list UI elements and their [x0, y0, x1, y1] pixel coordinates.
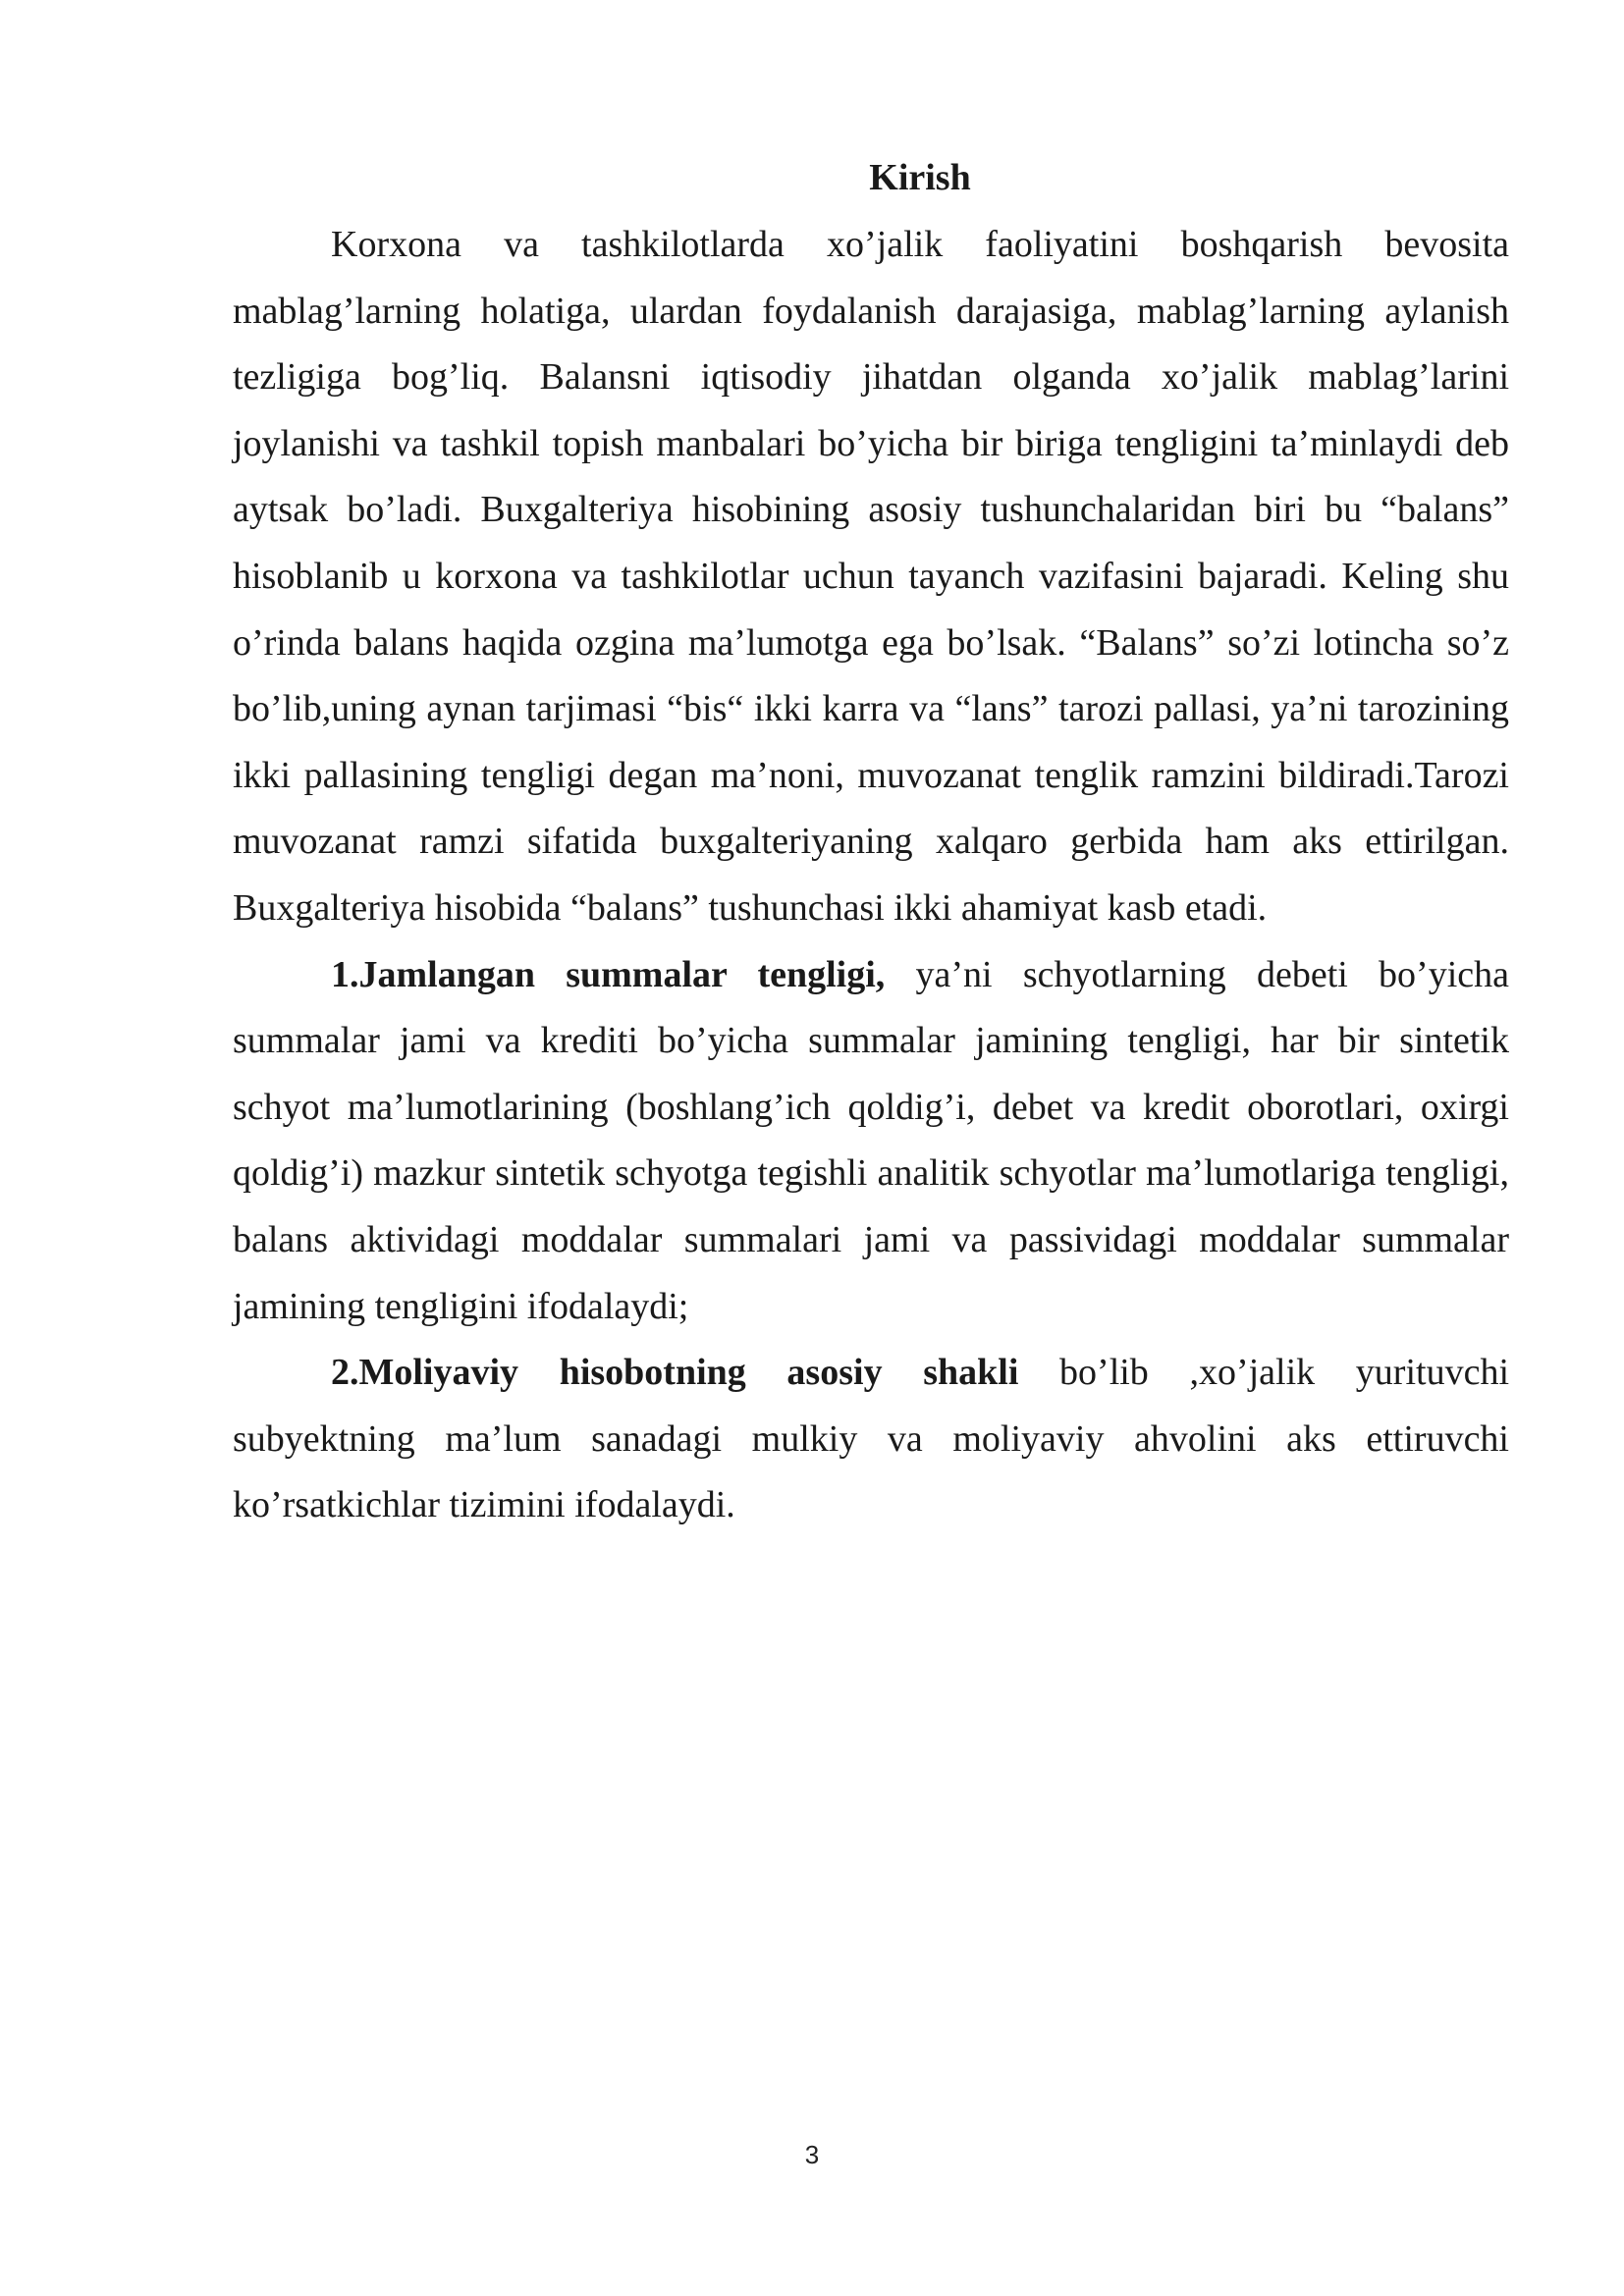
paragraph-intro-text: Korxona va tashkilotlarda xo’jalik faoliyatini boshqarish bevosita mablag’larning holatiga, ulardan foydalanish darajasiga, mablag’larning aylanish tezligiga bog’liq. Balansni iqtisodiy jihatdan olganda xo’jalik mablag’larini joylanishi va tashkil topish manbalari bo’yicha bir biriga tengligini ta’minlaydi deb aytsak bo’ladi. Buxgalteriya hisobining asosiy tushunchalaridan biri bu “balans” hisoblanib u korxona va tashkilotlar uchun tayanch vazifasini bajaradi. Keling shu o’rinda balans haqida ozgina ma’lumotga ega bo’lsak. “Balans” so’zi lotincha so’z bo’lib,uning aynan tarjimasi “bis“ ikki karra va “lans” tarozi pallasi, ya’ni tarozining ikki pallasining tengligi degan ma’noni, muvozanat tenglik ramzini bildiradi.Tarozi muvozanat ramzi sifatida buxgalteriyaning xalqaro gerbida ham aks ettirilgan. Buxgalteriya hisobida “balans” tushunchasi ikki ahamiyat kasb etadi.: [233, 224, 1509, 929]
paragraph-item-2-text: bo’lib ,xo’jalik yurituvchi subyektning ma’lum sanadagi mulkiy va moliyaviy ahvolini aks ettiruvchi ko’rsatkichlar tizimini ifodalaydi.: [233, 1352, 1510, 1526]
paragraph-item-1-text: ya’ni schyotlarning debeti bo’yicha summalar jami va krediti bo’yicha summalar jamining tengligi, har bir sintetik schyot ma’lumotlarining (boshlang’ich qoldig’i, debet va kredit oborotlari, oxirgi qoldig’i) mazkur sintetik schyotga tegishli analitik schyotlar ma’lumotlariga tengligi, balans aktividagi moddalar summalari jami va passividagi moddalar summalar jamining tengligini ifodalaydi;: [233, 953, 1509, 1327]
paragraph-intro: [233, 212, 1509, 942]
page-number: 3: [804, 2140, 820, 2169]
paragraph-item-1: [233, 942, 1509, 1341]
paragraph-item-1-heading: 1.Jamlangan summalar tengligi,: [331, 953, 886, 995]
section-title: Kirish: [869, 157, 971, 198]
paragraph-item-2-heading: 2.Moliyaviy hisobotning asosiy shakli: [331, 1352, 1019, 1394]
paragraph-item-2: [233, 1340, 1509, 1539]
page-content: [233, 147, 1509, 1539]
